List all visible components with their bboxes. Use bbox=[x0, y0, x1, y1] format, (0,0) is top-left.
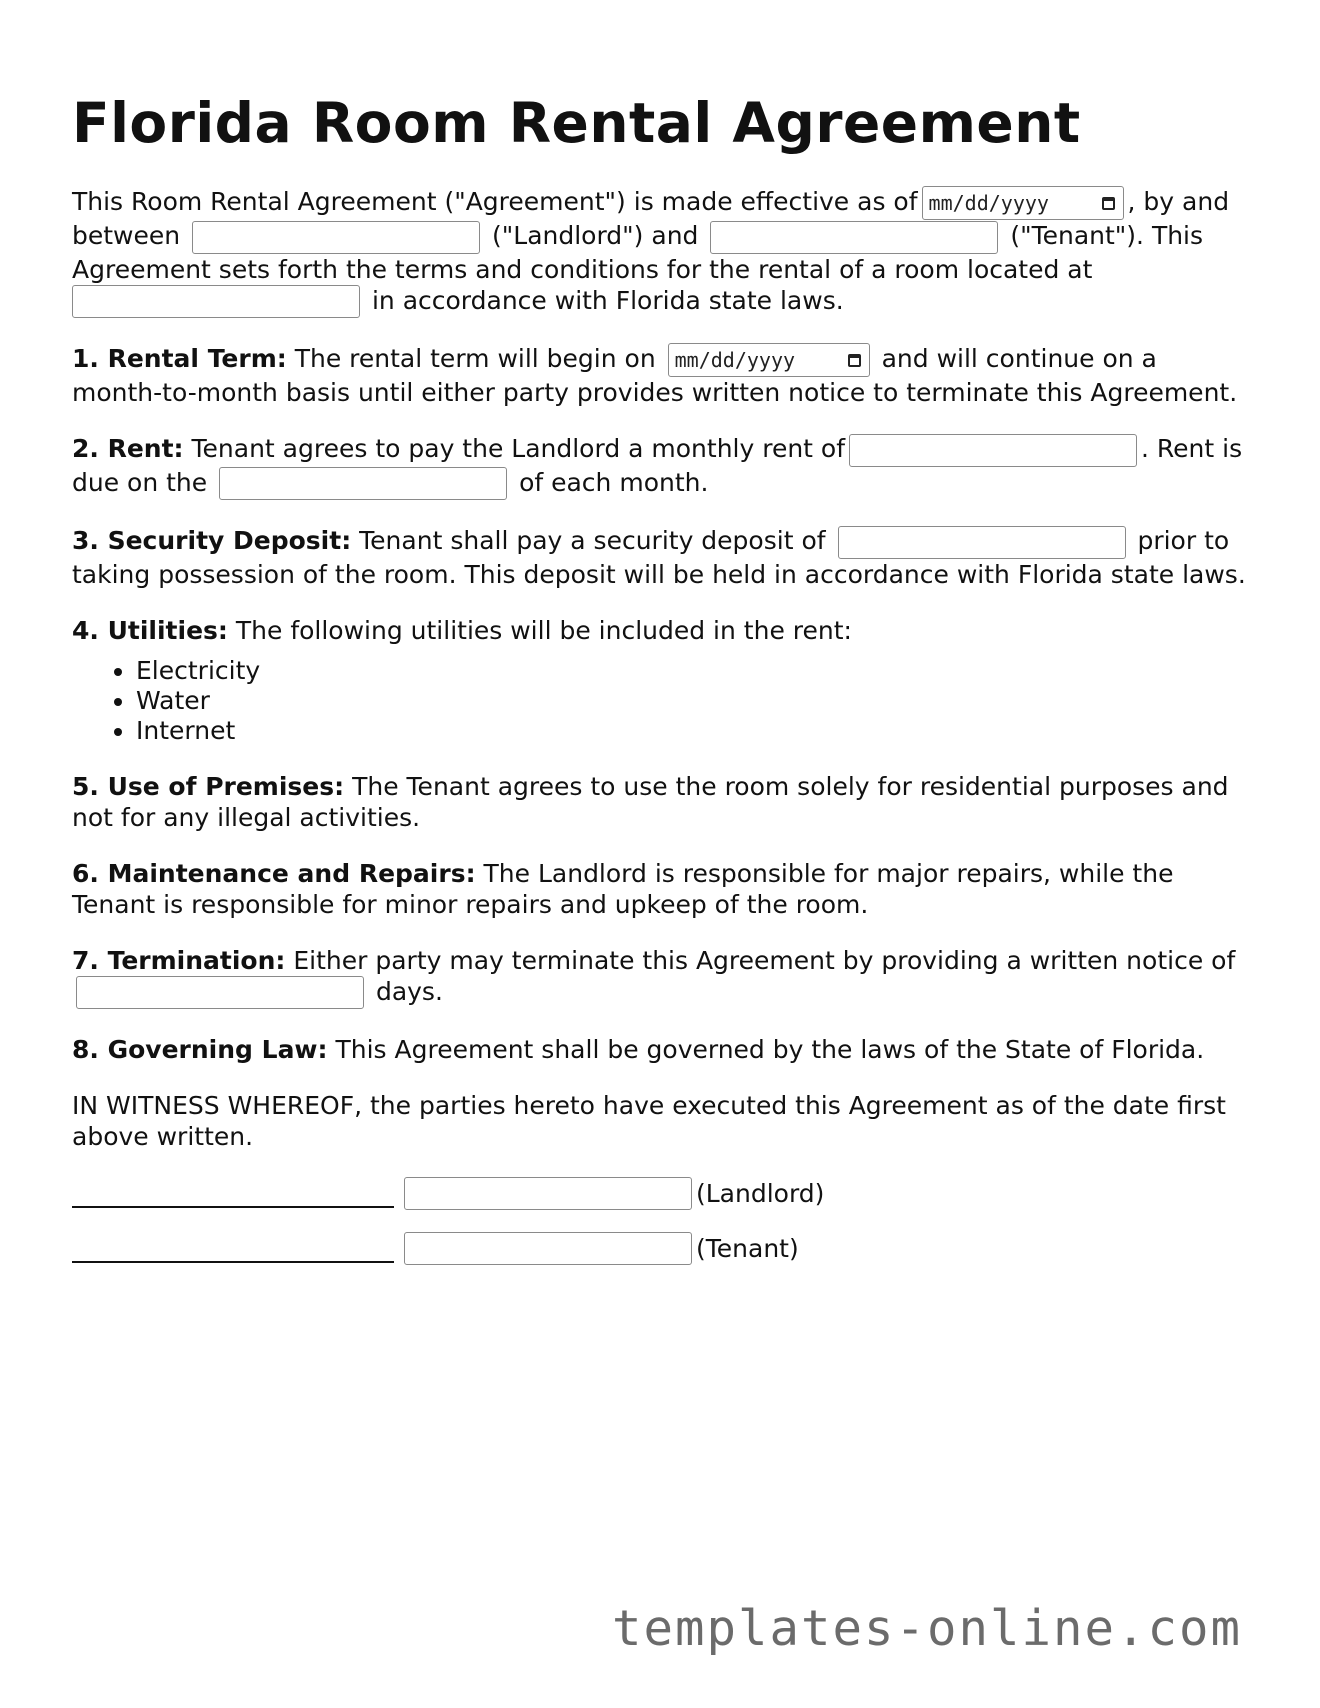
section-text: days. bbox=[375, 976, 443, 1006]
room-address-input[interactable] bbox=[72, 285, 360, 318]
date-placeholder: mm/dd/yyyy bbox=[674, 347, 796, 372]
agreement-body bbox=[72, 186, 1252, 1287]
watermark: templates-online.com bbox=[612, 1600, 1243, 1657]
section-heading: 6. Maintenance and Repairs: bbox=[72, 858, 476, 888]
section-heading: 8. Governing Law: bbox=[72, 1035, 328, 1064]
intro-paragraph bbox=[72, 186, 1252, 318]
list-item: • Internet bbox=[136, 716, 1252, 746]
section-termination bbox=[72, 945, 1252, 1010]
section-heading: 7. Termination: bbox=[72, 945, 286, 975]
section-heading: 2. Rent: bbox=[72, 434, 184, 463]
landlord-name-input[interactable] bbox=[192, 221, 480, 254]
section-text: and will continue on a month-to-month basis until either party provides written notice to terminate this Agreement. bbox=[72, 344, 1238, 407]
tenant-label: (Tenant) bbox=[696, 1234, 799, 1263]
tenant-signature-name-input[interactable] bbox=[404, 1232, 692, 1265]
utilities-list bbox=[72, 656, 1252, 746]
tenant-name-input[interactable] bbox=[710, 221, 998, 254]
section-heading: 4. Utilities: bbox=[72, 615, 228, 645]
section-text: This Agreement shall be governed by the laws of the State of Florida. bbox=[335, 1035, 1205, 1064]
landlord-signature-name-input[interactable] bbox=[404, 1177, 692, 1210]
section-utilities bbox=[72, 615, 1252, 646]
section-heading: 3. Security Deposit: bbox=[72, 526, 352, 555]
section-rental-term bbox=[72, 343, 1252, 408]
effective-date-input[interactable] bbox=[922, 186, 1124, 220]
calendar-icon[interactable] bbox=[1102, 197, 1115, 210]
tenant-signature-row bbox=[72, 1232, 1252, 1265]
intro-text-1: This Room Rental Agreement ("Agreement") is made effective as of bbox=[72, 187, 918, 216]
landlord-label: (Landlord) bbox=[696, 1179, 825, 1208]
section-text: The rental term will begin on bbox=[294, 344, 656, 373]
section-maintenance bbox=[72, 858, 1252, 920]
section-text: The Landlord is responsible for major repairs, while the Tenant is responsible for minor repairs and upkeep of the room. bbox=[72, 858, 1174, 919]
section-governing-law bbox=[72, 1034, 1252, 1065]
monthly-rent-input[interactable] bbox=[849, 434, 1137, 467]
signature-line bbox=[72, 1235, 394, 1263]
date-placeholder: mm/dd/yyyy bbox=[928, 190, 1049, 215]
landlord-signature-row bbox=[72, 1177, 1252, 1210]
signature-line bbox=[72, 1180, 394, 1208]
list-item: • Water bbox=[136, 686, 1252, 716]
section-text: Tenant shall pay a security deposit of bbox=[359, 526, 826, 555]
intro-text-4: ("Tenant"). This Agreement sets forth the terms and conditions for the rental of a room located at bbox=[72, 221, 1204, 284]
start-date-input[interactable] bbox=[668, 343, 870, 377]
calendar-icon[interactable] bbox=[848, 354, 861, 367]
notice-days-input[interactable] bbox=[76, 976, 364, 1009]
section-text: prior to taking possession of the room. This deposit will be held in accordance with Florida state laws. bbox=[72, 526, 1246, 589]
page-title: Florida Room Rental Agreement bbox=[72, 91, 1081, 155]
section-rent bbox=[72, 433, 1252, 500]
intro-text-5: in accordance with Florida state laws. bbox=[371, 285, 844, 315]
witness-paragraph: IN WITNESS WHEREOF, the parties hereto have executed this Agreement as of the date first above written. bbox=[72, 1091, 1226, 1151]
section-text: of each month. bbox=[519, 467, 709, 497]
section-text: . Rent is due on the bbox=[72, 434, 1243, 497]
section-use-of-premises bbox=[72, 771, 1252, 833]
section-heading: 5. Use of Premises: bbox=[72, 771, 345, 801]
intro-text-3: ("Landlord") and bbox=[492, 221, 699, 250]
section-text: Tenant agrees to pay the Landlord a monthly rent of bbox=[191, 434, 846, 463]
rent-due-day-input[interactable] bbox=[219, 467, 507, 500]
section-heading: 1. Rental Term: bbox=[72, 344, 287, 373]
list-item: • Electricity bbox=[136, 656, 1252, 686]
section-security-deposit bbox=[72, 525, 1252, 590]
section-text: The Tenant agrees to use the room solely for residential purposes and not for any illegal activities. bbox=[72, 771, 1229, 832]
section-text: The following utilities will be included in the rent: bbox=[235, 615, 852, 645]
section-text: Either party may terminate this Agreement by providing a written notice of bbox=[293, 945, 1236, 975]
security-deposit-input[interactable] bbox=[838, 526, 1126, 559]
intro-text-2: , by and between bbox=[72, 187, 1230, 250]
